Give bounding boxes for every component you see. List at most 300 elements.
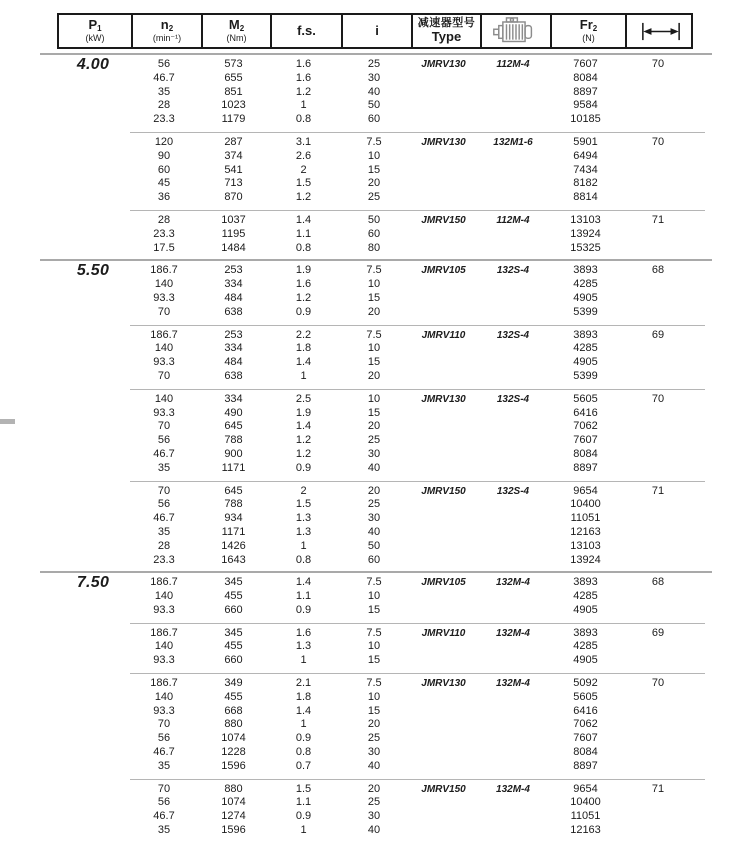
gearbox-block — [57, 58, 693, 127]
cell-i: 20 — [367, 420, 381, 433]
header-m2-unit: (Nm) — [226, 33, 247, 44]
motor-icon — [492, 17, 540, 46]
cell-m2: 645 — [224, 420, 243, 433]
cell-i: 20 — [367, 305, 381, 318]
cell-n2: 45 — [157, 177, 171, 190]
cell-n2: 35 — [157, 759, 171, 772]
cell-m2: 1228 — [221, 746, 246, 759]
cell-m2: 1274 — [221, 810, 246, 823]
cell-m2: 1074 — [221, 796, 246, 809]
cell-n2: 140 — [154, 640, 174, 653]
cell-page: 71 — [651, 782, 665, 795]
cell-motor: 132S-4 — [496, 329, 530, 341]
cell-fr2: 7062 — [573, 420, 598, 433]
cell-fs: 1 — [300, 824, 307, 837]
cell-m2: 1074 — [221, 732, 246, 745]
table-row — [57, 654, 693, 668]
cell-n2: 46.7 — [153, 512, 175, 525]
header-fr2 — [550, 15, 625, 47]
cell-m2: 349 — [224, 677, 243, 690]
table-row — [57, 214, 693, 228]
cell-n2: 93.3 — [153, 291, 175, 304]
cell-fr2: 5605 — [573, 392, 598, 405]
cell-n2: 35 — [157, 461, 171, 474]
gearbox-block — [57, 136, 693, 205]
cell-n2: 70 — [157, 305, 171, 318]
cell-page: 69 — [651, 328, 665, 341]
cell-i: 10 — [367, 149, 381, 162]
cell-fs: 2.6 — [295, 149, 312, 162]
table-row — [57, 370, 693, 384]
header-fs-label: f.s. — [297, 23, 316, 39]
cell-m2: 1195 — [221, 227, 246, 240]
cell-motor: 132S-4 — [496, 393, 530, 405]
cell-n2: 56 — [157, 498, 171, 511]
cell-i: 25 — [367, 796, 381, 809]
cell-fs: 1.2 — [295, 434, 312, 447]
cell-n2: 120 — [154, 135, 174, 148]
table-row — [57, 810, 693, 824]
cell-fr2: 10185 — [570, 113, 601, 126]
table-row — [57, 462, 693, 476]
cell-m2: 541 — [224, 163, 243, 176]
cell-i: 7.5 — [366, 576, 382, 589]
cell-m2: 870 — [224, 191, 243, 204]
cell-type: JMRV150 — [421, 214, 466, 226]
cell-m2: 490 — [224, 406, 243, 419]
cell-i: 25 — [367, 191, 381, 204]
table-row — [57, 164, 693, 178]
cell-fs: 1.8 — [295, 342, 312, 355]
cell-motor: 132M-4 — [496, 783, 530, 795]
cell-fr2: 5605 — [573, 690, 598, 703]
cell-fs: 1.2 — [295, 85, 312, 98]
cell-type: JMRV105 — [421, 577, 466, 589]
cell-i: 60 — [367, 113, 381, 126]
cell-fr2: 8814 — [573, 191, 598, 204]
cell-fs: 2.5 — [295, 392, 312, 405]
cell-i: 50 — [367, 99, 381, 112]
cell-fr2: 8084 — [573, 746, 598, 759]
cell-n2: 60 — [157, 163, 171, 176]
cell-n2: 140 — [154, 392, 174, 405]
cell-fr2: 9654 — [573, 782, 598, 795]
cell-i: 40 — [367, 85, 381, 98]
cell-type: JMRV150 — [421, 485, 466, 497]
cell-i: 10 — [367, 690, 381, 703]
cell-fs: 1.4 — [295, 576, 312, 589]
cell-i: 30 — [367, 810, 381, 823]
cell-i: 15 — [367, 291, 381, 304]
table-row — [57, 783, 693, 797]
cell-m2: 1171 — [221, 461, 246, 474]
cell-motor: 132M-4 — [496, 627, 530, 639]
cell-fs: 1.6 — [295, 278, 312, 291]
cell-fs: 0.7 — [295, 759, 312, 772]
block-separator — [130, 673, 705, 674]
gearbox-block — [57, 214, 693, 255]
cell-m2: 455 — [224, 640, 243, 653]
cell-m2: 660 — [224, 654, 243, 667]
table-row — [57, 407, 693, 421]
cell-n2: 93.3 — [153, 356, 175, 369]
cell-m2: 1171 — [221, 525, 246, 538]
cell-fs: 1.1 — [295, 590, 312, 603]
header-p1-unit: (kW) — [85, 33, 105, 44]
cell-m2: 1596 — [221, 759, 246, 772]
cell-motor: 132S-4 — [496, 485, 530, 497]
cell-n2: 46.7 — [153, 810, 175, 823]
cell-fs: 2 — [300, 484, 307, 497]
section-separator — [40, 259, 712, 261]
cell-n2: 140 — [154, 690, 174, 703]
cell-fr2: 4285 — [573, 342, 598, 355]
table-row — [57, 434, 693, 448]
gearbox-block — [57, 677, 693, 774]
cell-i: 7.5 — [366, 677, 382, 690]
table-row — [57, 485, 693, 499]
cell-fs: 1.2 — [295, 291, 312, 304]
cell-i: 80 — [367, 241, 381, 254]
cell-i: 15 — [367, 654, 381, 667]
block-separator — [130, 779, 705, 780]
header-m2 — [201, 15, 270, 47]
cell-fs: 0.9 — [295, 305, 312, 318]
cell-fs: 0.8 — [295, 241, 312, 254]
cell-type: JMRV130 — [421, 678, 466, 690]
cell-type: JMRV130 — [421, 59, 466, 70]
cell-fs: 1.1 — [295, 796, 312, 809]
width-dimension-icon — [638, 21, 684, 42]
cell-n2: 35 — [157, 85, 171, 98]
table-row — [57, 177, 693, 191]
cell-n2: 186.7 — [150, 576, 178, 589]
cell-page: 68 — [651, 264, 665, 277]
cell-m2: 484 — [224, 291, 243, 304]
cell-n2: 93.3 — [153, 603, 175, 616]
cell-n2: 140 — [154, 342, 174, 355]
cell-fs: 0.8 — [295, 113, 312, 126]
cell-page: 70 — [651, 135, 665, 148]
cell-m2: 1179 — [221, 113, 246, 126]
cell-fr2: 6416 — [573, 406, 598, 419]
cell-i: 20 — [367, 718, 381, 731]
cell-fr2: 8897 — [573, 461, 598, 474]
cell-m2: 900 — [224, 447, 243, 460]
cell-fr2: 4905 — [573, 356, 598, 369]
cell-n2: 28 — [157, 213, 171, 226]
table-row — [57, 306, 693, 320]
header-fr2-symbol: $Fr_2$ — [579, 17, 598, 34]
cell-fs: 1.1 — [295, 227, 312, 240]
table-row — [57, 393, 693, 407]
cell-n2: 28 — [157, 99, 171, 112]
cell-fs: 1.4 — [295, 356, 312, 369]
cell-fs: 1.2 — [295, 191, 312, 204]
cell-n2: 70 — [157, 420, 171, 433]
table-row — [57, 292, 693, 306]
cell-page: 70 — [651, 58, 665, 70]
cell-fs: 0.8 — [295, 746, 312, 759]
cell-m2: 660 — [224, 603, 243, 616]
table-row — [57, 718, 693, 732]
gearbox-rating-table — [57, 13, 693, 838]
cell-fr2: 8897 — [573, 759, 598, 772]
cell-m2: 287 — [224, 135, 243, 148]
cell-fr2: 4905 — [573, 291, 598, 304]
table-row — [57, 640, 693, 654]
cell-n2: 56 — [157, 434, 171, 447]
table-row — [57, 448, 693, 462]
cell-fs: 1.5 — [295, 177, 312, 190]
section-separator — [40, 53, 712, 55]
cell-m2: 573 — [224, 58, 243, 70]
cell-fr2: 5399 — [573, 305, 598, 318]
cell-i: 7.5 — [366, 328, 382, 341]
cell-n2: 23.3 — [153, 113, 175, 126]
cell-i: 10 — [367, 392, 381, 405]
header-i-label: i — [375, 23, 379, 39]
header-motor — [480, 15, 550, 47]
cell-fr2: 13103 — [570, 539, 601, 552]
header-p1-symbol: $P_1$ — [88, 17, 102, 34]
cell-m2: 1643 — [221, 553, 246, 566]
cell-n2: 186.7 — [150, 264, 178, 277]
cell-fr2: 12163 — [570, 824, 601, 837]
cell-fr2: 12163 — [570, 525, 601, 538]
power-section — [57, 58, 693, 255]
cell-m2: 334 — [224, 342, 243, 355]
table-row — [57, 72, 693, 86]
header-p1 — [59, 15, 131, 47]
cell-i: 15 — [367, 163, 381, 176]
cell-i: 30 — [367, 512, 381, 525]
cell-fr2: 4285 — [573, 640, 598, 653]
cell-fs: 1.6 — [295, 71, 312, 84]
cell-m2: 1484 — [221, 241, 246, 254]
cell-m2: 484 — [224, 356, 243, 369]
table-row — [57, 113, 693, 127]
cell-m2: 655 — [224, 71, 243, 84]
gearbox-block — [57, 264, 693, 319]
cell-n2: 56 — [157, 796, 171, 809]
cell-fr2: 8084 — [573, 71, 598, 84]
cell-n2: 56 — [157, 732, 171, 745]
cell-m2: 638 — [224, 369, 243, 382]
table-row — [57, 136, 693, 150]
block-separator — [130, 481, 705, 482]
cell-fr2: 6494 — [573, 149, 598, 162]
cell-fs: 1.4 — [295, 704, 312, 717]
p1-value: 7.50 — [76, 574, 110, 592]
cell-fs: 3.1 — [295, 135, 312, 148]
cell-fr2: 13103 — [570, 213, 601, 226]
cell-n2: 140 — [154, 278, 174, 291]
cell-fs: 1.4 — [295, 420, 312, 433]
cell-n2: 90 — [157, 149, 171, 162]
cell-i: 40 — [367, 525, 381, 538]
cell-i: 40 — [367, 824, 381, 837]
cell-m2: 1596 — [221, 824, 246, 837]
header-dimension — [625, 15, 695, 47]
cell-n2: 70 — [157, 369, 171, 382]
cell-m2: 880 — [224, 718, 243, 731]
cell-m2: 713 — [224, 177, 243, 190]
cell-i: 10 — [367, 278, 381, 291]
cell-i: 30 — [367, 71, 381, 84]
cell-fs: 0.9 — [295, 461, 312, 474]
cell-fr2: 11051 — [570, 810, 601, 823]
cell-fs: 1 — [300, 718, 307, 731]
cell-type: JMRV150 — [421, 783, 466, 795]
cell-fr2: 3893 — [573, 264, 598, 277]
table-row — [57, 554, 693, 568]
cell-fr2: 7607 — [573, 58, 598, 70]
cell-i: 25 — [367, 732, 381, 745]
table-row — [57, 242, 693, 256]
cell-motor: 132M1-6 — [493, 136, 533, 148]
cell-fr2: 11051 — [570, 512, 601, 525]
cell-i: 50 — [367, 213, 381, 226]
table-row — [57, 278, 693, 292]
cell-m2: 345 — [224, 626, 243, 639]
cell-fs: 2 — [300, 163, 307, 176]
block-separator — [130, 210, 705, 211]
block-separator — [130, 325, 705, 326]
cell-m2: 1037 — [221, 213, 246, 226]
table-row — [57, 420, 693, 434]
cell-type: JMRV105 — [421, 265, 466, 277]
cell-m2: 788 — [224, 498, 243, 511]
cell-fs: 0.9 — [295, 732, 312, 745]
cell-fr2: 9584 — [573, 99, 598, 112]
cell-m2: 374 — [224, 149, 243, 162]
cell-fs: 0.8 — [295, 553, 312, 566]
cell-page: 70 — [651, 392, 665, 405]
cell-fr2: 7607 — [573, 434, 598, 447]
cell-fr2: 7062 — [573, 718, 598, 731]
cell-n2: 93.3 — [153, 704, 175, 717]
cell-type: JMRV110 — [421, 329, 466, 341]
cell-fr2: 3893 — [573, 328, 598, 341]
cell-n2: 70 — [157, 484, 171, 497]
cell-i: 20 — [367, 782, 381, 795]
cell-fr2: 4905 — [573, 654, 598, 667]
table-row — [57, 228, 693, 242]
cell-fr2: 10400 — [570, 796, 601, 809]
cell-i: 10 — [367, 590, 381, 603]
gearbox-block — [57, 393, 693, 476]
table-row — [57, 150, 693, 164]
cell-i: 60 — [367, 553, 381, 566]
cell-fs: 2.2 — [295, 328, 312, 341]
cell-n2: 56 — [157, 58, 171, 70]
header-i — [341, 15, 411, 47]
table-row — [57, 86, 693, 100]
cell-n2: 140 — [154, 590, 174, 603]
cell-page: 69 — [651, 626, 665, 639]
table-row — [57, 691, 693, 705]
table-row — [57, 512, 693, 526]
cell-n2: 35 — [157, 525, 171, 538]
cell-fs: 1 — [300, 369, 307, 382]
cell-fr2: 5399 — [573, 369, 598, 382]
gearbox-block — [57, 576, 693, 617]
cell-type: JMRV110 — [421, 627, 466, 639]
table-row — [57, 604, 693, 618]
cell-i: 40 — [367, 759, 381, 772]
p1-value: 4.00 — [76, 56, 110, 73]
cell-fs: 1.5 — [295, 498, 312, 511]
cell-i: 20 — [367, 177, 381, 190]
block-separator — [130, 623, 705, 624]
cell-fs: 1.3 — [295, 640, 312, 653]
cell-i: 15 — [367, 356, 381, 369]
cell-i: 25 — [367, 434, 381, 447]
cell-fr2: 15325 — [570, 241, 601, 254]
cell-fr2: 7607 — [573, 732, 598, 745]
cell-m2: 788 — [224, 434, 243, 447]
cell-fs: 1 — [300, 539, 307, 552]
cell-m2: 334 — [224, 392, 243, 405]
table-row — [57, 191, 693, 205]
cell-m2: 668 — [224, 704, 243, 717]
header-type-chinese: 减速器型号 — [417, 17, 476, 30]
cell-fr2: 5092 — [573, 677, 598, 690]
table-row — [57, 99, 693, 113]
cell-m2: 934 — [224, 512, 243, 525]
header-type-english: Type — [431, 28, 462, 44]
cell-n2: 17.5 — [153, 241, 175, 254]
cell-fs: 1.3 — [295, 525, 312, 538]
cell-i: 30 — [367, 447, 381, 460]
cell-fr2: 7434 — [573, 163, 598, 176]
cell-m2: 334 — [224, 278, 243, 291]
cell-page: 71 — [651, 484, 665, 497]
power-section — [57, 264, 693, 567]
cell-n2: 186.7 — [150, 677, 178, 690]
cell-fr2: 3893 — [573, 576, 598, 589]
cell-fr2: 13924 — [570, 227, 601, 240]
cell-m2: 638 — [224, 305, 243, 318]
table-row — [57, 576, 693, 590]
table-row — [57, 627, 693, 641]
cell-fs: 1.4 — [295, 213, 312, 226]
table-row — [57, 760, 693, 774]
table-row — [57, 824, 693, 838]
cell-n2: 70 — [157, 718, 171, 731]
gearbox-block — [57, 627, 693, 668]
cell-i: 50 — [367, 539, 381, 552]
cell-motor: 132M-4 — [496, 577, 530, 589]
cell-fr2: 9654 — [573, 484, 598, 497]
cell-m2: 253 — [224, 264, 243, 277]
cell-fr2: 4285 — [573, 278, 598, 291]
cell-i: 25 — [367, 498, 381, 511]
table-body — [57, 53, 693, 838]
cell-i: 20 — [367, 369, 381, 382]
cell-fs: 1.2 — [295, 447, 312, 460]
cell-i: 40 — [367, 461, 381, 474]
cell-m2: 253 — [224, 328, 243, 341]
cell-i: 30 — [367, 746, 381, 759]
cell-i: 10 — [367, 342, 381, 355]
page-edge-mark — [0, 419, 15, 424]
cell-n2: 93.3 — [153, 406, 175, 419]
cell-n2: 36 — [157, 191, 171, 204]
cell-n2: 35 — [157, 824, 171, 837]
cell-fs: 1.9 — [295, 406, 312, 419]
